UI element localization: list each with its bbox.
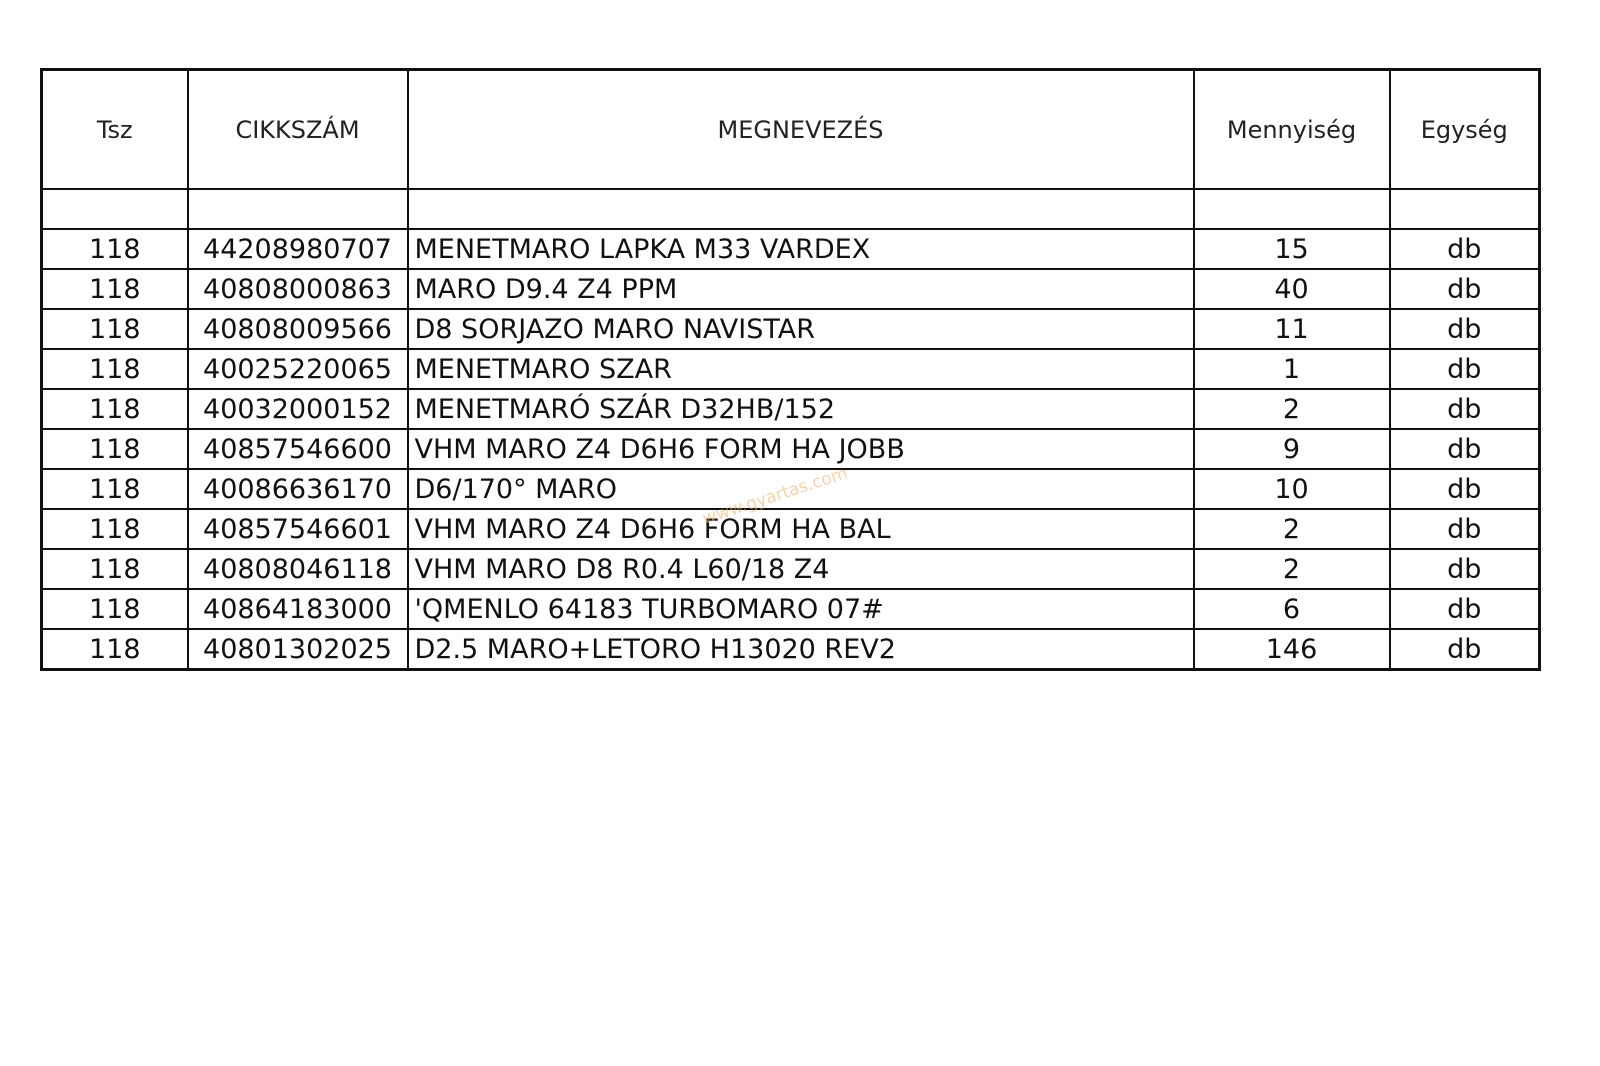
table-row	[42, 509, 1540, 549]
cell-unit: db	[1390, 629, 1540, 670]
items-table	[40, 68, 1541, 671]
cell-tsz: 118	[42, 309, 188, 349]
cell-tsz: 118	[42, 629, 188, 670]
header-tsz: Tsz	[42, 70, 188, 190]
cell-code: 40808009566	[188, 309, 408, 349]
cell-name: MENETMARÓ SZÁR D32HB/152	[408, 389, 1194, 429]
cell-code: 44208980707	[188, 229, 408, 269]
cell-tsz: 118	[42, 389, 188, 429]
cell-quantity: 40	[1194, 269, 1390, 309]
empty-cell	[42, 189, 188, 229]
cell-tsz: 118	[42, 429, 188, 469]
empty-cell	[1390, 189, 1540, 229]
header-unit: Egység	[1390, 70, 1540, 190]
cell-unit: db	[1390, 349, 1540, 389]
cell-unit: db	[1390, 589, 1540, 629]
cell-code: 40025220065	[188, 349, 408, 389]
cell-name: MARO D9.4 Z4 PPM	[408, 269, 1194, 309]
cell-name: VHM MARO Z4 D6H6 FORM HA BAL	[408, 509, 1194, 549]
table-row	[42, 549, 1540, 589]
header-row	[42, 70, 1540, 190]
cell-unit: db	[1390, 429, 1540, 469]
table-body	[42, 189, 1540, 670]
cell-unit: db	[1390, 469, 1540, 509]
cell-tsz: 118	[42, 349, 188, 389]
table-row	[42, 349, 1540, 389]
cell-unit: db	[1390, 389, 1540, 429]
cell-code: 40801302025	[188, 629, 408, 670]
cell-unit: db	[1390, 509, 1540, 549]
cell-quantity: 6	[1194, 589, 1390, 629]
cell-quantity: 10	[1194, 469, 1390, 509]
cell-tsz: 118	[42, 469, 188, 509]
cell-unit: db	[1390, 229, 1540, 269]
cell-quantity: 9	[1194, 429, 1390, 469]
cell-name: VHM MARO Z4 D6H6 FORM HA JOBB	[408, 429, 1194, 469]
cell-unit: db	[1390, 549, 1540, 589]
cell-quantity: 2	[1194, 389, 1390, 429]
cell-quantity: 146	[1194, 629, 1390, 670]
table-row	[42, 589, 1540, 629]
cell-quantity: 15	[1194, 229, 1390, 269]
cell-name: D6/170° MARO	[408, 469, 1194, 509]
cell-quantity: 1	[1194, 349, 1390, 389]
cell-code: 40086636170	[188, 469, 408, 509]
empty-cell	[408, 189, 1194, 229]
table-row	[42, 309, 1540, 349]
cell-unit: db	[1390, 309, 1540, 349]
cell-code: 40857546601	[188, 509, 408, 549]
table-row	[42, 389, 1540, 429]
empty-row	[42, 189, 1540, 229]
table-row	[42, 629, 1540, 670]
table-row	[42, 229, 1540, 269]
cell-name: D8 SORJAZO MARO NAVISTAR	[408, 309, 1194, 349]
cell-name: MENETMARO LAPKA M33 VARDEX	[408, 229, 1194, 269]
cell-quantity: 2	[1194, 509, 1390, 549]
cell-tsz: 118	[42, 269, 188, 309]
inventory-sheet	[40, 68, 1538, 671]
cell-unit: db	[1390, 269, 1540, 309]
cell-name: VHM MARO D8 R0.4 L60/18 Z4	[408, 549, 1194, 589]
cell-code: 40808000863	[188, 269, 408, 309]
table-row	[42, 269, 1540, 309]
cell-tsz: 118	[42, 509, 188, 549]
cell-name: D2.5 MARO+LETORO H13020 REV2	[408, 629, 1194, 670]
watermark: www.gyartas.com	[700, 463, 851, 530]
cell-name: MENETMARO SZAR	[408, 349, 1194, 389]
header-quantity: Mennyiség	[1194, 70, 1390, 190]
cell-quantity: 11	[1194, 309, 1390, 349]
header-code: CIKKSZÁM	[188, 70, 408, 190]
cell-code: 40864183000	[188, 589, 408, 629]
cell-tsz: 118	[42, 549, 188, 589]
cell-quantity: 2	[1194, 549, 1390, 589]
cell-tsz: 118	[42, 589, 188, 629]
cell-code: 40808046118	[188, 549, 408, 589]
table-row	[42, 429, 1540, 469]
cell-tsz: 118	[42, 229, 188, 269]
cell-code: 40857546600	[188, 429, 408, 469]
header-name: MEGNEVEZÉS	[408, 70, 1194, 190]
cell-name: 'QMENLO 64183 TURBOMARO 07#	[408, 589, 1194, 629]
empty-cell	[1194, 189, 1390, 229]
cell-code: 40032000152	[188, 389, 408, 429]
empty-cell	[188, 189, 408, 229]
